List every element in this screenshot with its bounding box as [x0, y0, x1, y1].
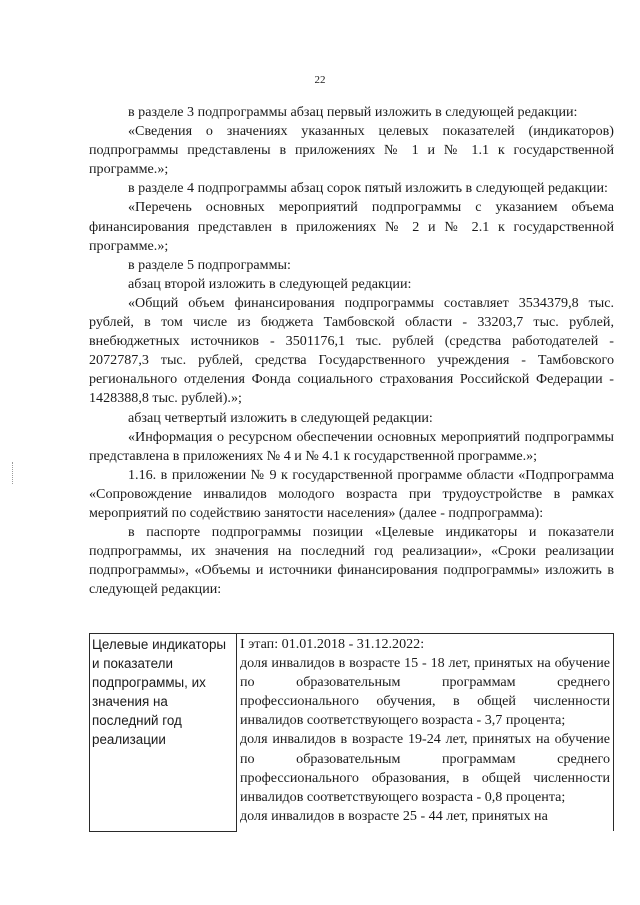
paragraph: абзац четвертый изложить в следующей редакции: [128, 409, 433, 426]
paragraph: 1.16. в приложении № 9 к государственной программе области «Подпрограмма «Сопровождение инвалидов молодого возраста при трудоустройстве в рамках мероприятий по содействию занятости населения» (далее - подпрограмма): [89, 466, 614, 521]
paragraph: в разделе 5 подпрограммы: [128, 256, 291, 273]
paragraph: в разделе 4 подпрограммы абзац сорок пятый изложить в следующей редакции: [128, 180, 608, 197]
paragraph: «Перечень основных мероприятий подпрограммы с указанием объема финансирования представлен в приложениях № 2 и № 2.1 к государственной программе.»; [89, 199, 614, 254]
table-cell-line: I этап: 01.01.2018 - 31.12.2022: [240, 636, 425, 652]
paragraph: «Сведения о значениях указанных целевых показателей (индикаторов) подпрограммы представлены в приложениях № 1 и № 1.1 к государственной программе.»; [89, 123, 614, 178]
paragraph: «Информация о ресурсном обеспечении основных мероприятий подпрограммы представлена в приложениях № 4 и № 4.1 к государственной программе.»; [89, 428, 614, 464]
table-cell-line: доля инвалидов в возрасте 25 - 44 лет, принятых на [240, 807, 548, 824]
page-number: 22 [314, 74, 326, 86]
passport-table [89, 633, 614, 832]
table-cell-label: Целевые индикаторы и показатели подпрограммы, их значения на последний год реализации [90, 634, 237, 832]
table-cell-value [237, 634, 614, 832]
margin-scan-mark [12, 462, 15, 484]
table-row [90, 634, 614, 832]
paragraph: абзац второй изложить в следующей редакции: [128, 275, 412, 292]
document-body [89, 103, 614, 599]
paragraph: в разделе 3 подпрограммы абзац первый изложить в следующей редакции: [128, 104, 578, 120]
paragraph: в паспорте подпрограммы позиции «Целевые индикаторы и показатели подпрограммы, их значения на последний год реализации», «Сроки реализации подпрограммы», «Объемы и источники финансирования подпрограммы» изложить в следующей редакции: [89, 524, 614, 598]
paragraph: «Общий объем финансирования подпрограммы составляет 3534379,8 тыс. рублей, в том числе из бюджета Тамбовской области - 33203,7 тыс. рублей, внебюджетных источников - 3501176,1 тыс. рублей (средства работодателей - 2072787,3 тыс. рублей, средства Государственного учреждения - Тамбовского регионального отделения Фонда социального страхования Российской Федерации - 1428388,8 тыс. рублей).»; [89, 294, 614, 407]
table-cell-line: доля инвалидов в возрасте 15 - 18 лет, принятых на обучение по образовательным программам среднего профессионального обучения, в общей численности инвалидов соответствующего возраста - 3,7 процента; [240, 655, 610, 729]
table-cell-line: доля инвалидов в возрасте 19-24 лет, принятых на обучение по образовательным программам среднего профессионального образования, в общей численности инвалидов соответствующего возраста - 0,8 процента; [240, 731, 610, 805]
